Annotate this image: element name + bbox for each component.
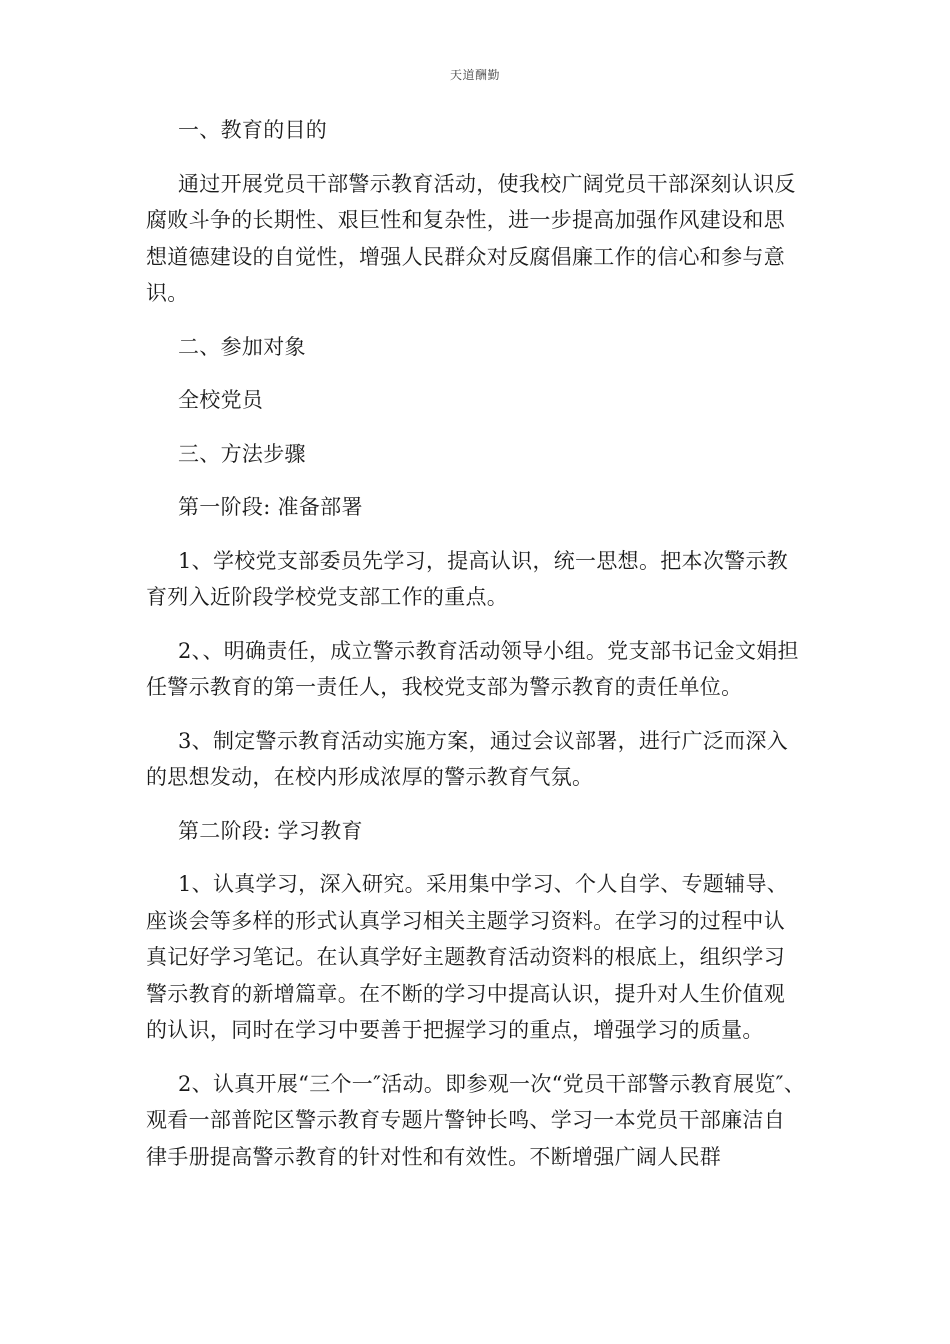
- list-item-2: 2、、明确责任，成立警示教育活动领导小组。党支部书记金文娟担任警示教育的第一责任人，我校党支部为警示教育的责任单位。: [146, 638, 799, 699]
- paragraph-purpose: 通过开展党员干部警示教育活动，使我校广阔党员干部深刻认识反腐败斗争的长期性、艰巨性和复杂性，进一步提高加强作风建设和思想道德建设的自觉性，增强人民群众对反腐倡廉工作的信心和参与意识。: [146, 171, 796, 305]
- section-heading-steps: 三、方法步骤: [178, 441, 306, 466]
- section-heading-purpose: 一、教育的目的: [178, 118, 328, 142]
- paragraph-participants: 全校党员: [178, 388, 264, 412]
- stage-heading-2: 第二阶段: 学习教育: [178, 818, 363, 843]
- list-item-3: 3、制定警示教育活动实施方案，通过会议部署，进行广泛而深入的思想发动，在校内形成浓厚的警示教育气氛。: [146, 728, 789, 789]
- document-body: [146, 112, 806, 1175]
- list-item-4: 1、认真学习，深入研究。采用集中学习、个人自学、专题辅导、座谈会等多样的形式认真学习相关主题学习资料。在学习的过程中认真记好学习笔记。在认真学好主题教育活动资料的根底上，组织学习警示教育的新增篇章。在不断的学习中提高认识，提升对人生价值观的认识，同时在学习中要善于把握学习的重点，增强学习的质量。: [146, 872, 789, 1042]
- section-heading-participants: 二、参加对象: [178, 334, 306, 359]
- list-item-1: 1、学校党支部委员先学习，提高认识，统一思想。把本次警示教育列入近阶段学校党支部工作的重点。: [146, 548, 789, 609]
- list-item-5: 2、认真开展“三个一″活动。即参观一次“党员干部警示教育展览″、观看一部普陀区警示教育专题片警钟长鸣、学习一本党员干部廉洁自律手册提高警示教育的针对性和有效性。不断增强广阔人民群: [146, 1071, 806, 1169]
- page-header: 天道酬勤: [449, 68, 500, 82]
- stage-heading-1: 第一阶段: 准备部署: [178, 495, 363, 519]
